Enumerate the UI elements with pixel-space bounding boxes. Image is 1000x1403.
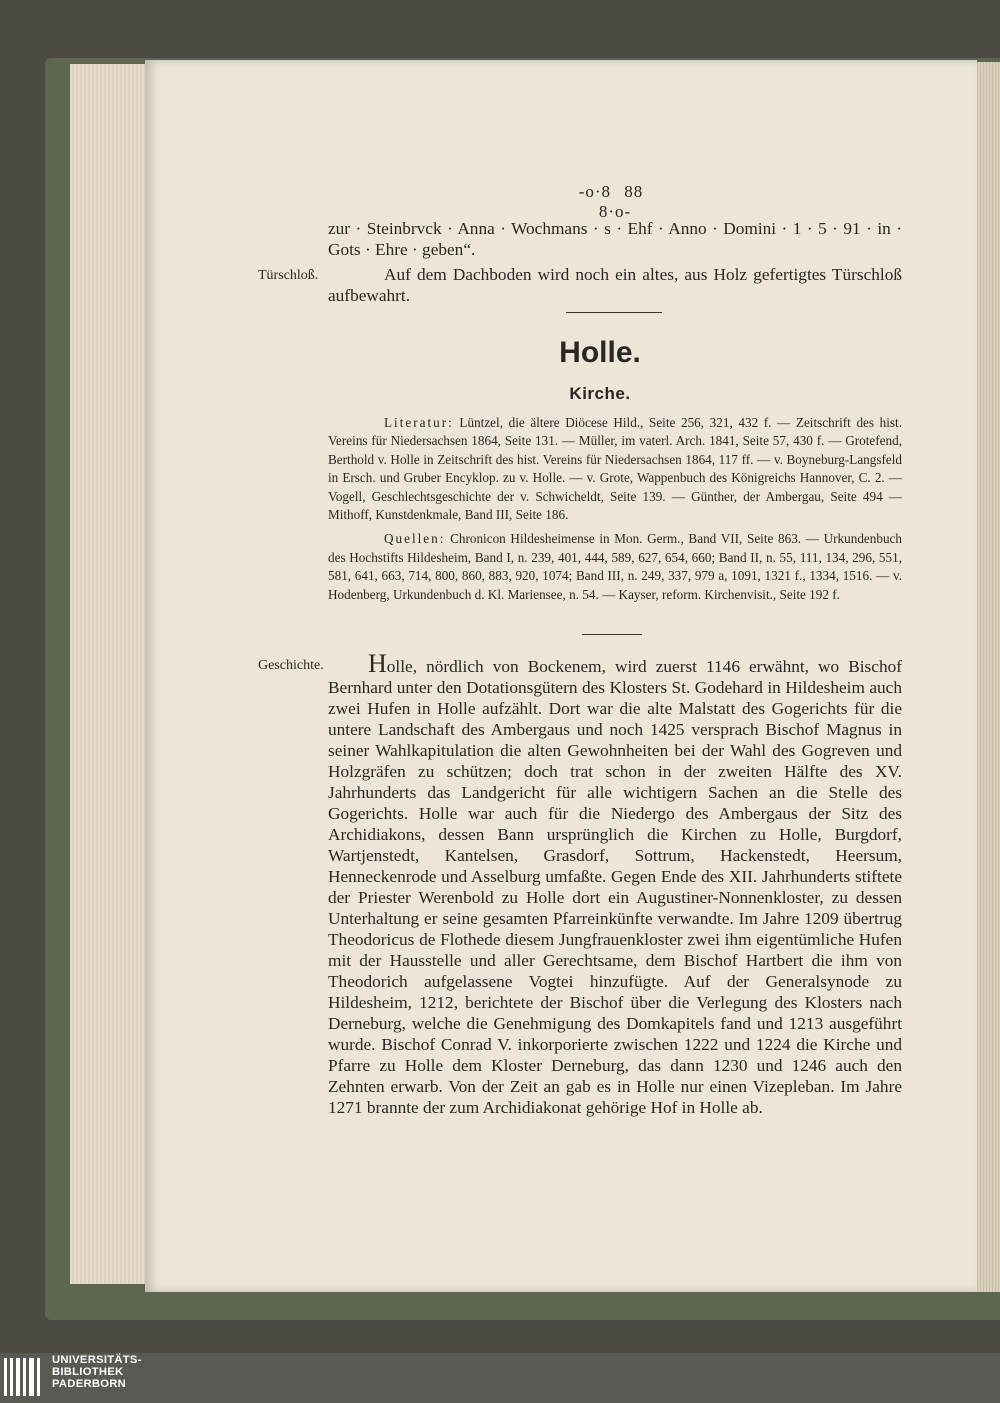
geschichte-text: olle, nördlich von Bockenem, wird zuerst 1146 erwähnt, wo Bischof Bernhard unter den Dotationsgütern des Klosters St. Godehard in Hildesheim auch zwei Hufen in Holle aufzählt. Dort war die alte Malstatt des Gogerichts für die untere Landschaft des Ambergaus und noch 1425 versprach Bischof Magnus in seiner Wahlkapitulation die alten Gewohnheiten bei der Wahl des Gogreven und Holzgräfen zu schützen; doch trat schon in der zweiten Hälfte des XV. Jahrhunderts das Landgericht für alle wichtigern Sachen an die Stelle des Gogerichts. Holle war auch für die Niedergo des Ambergaus der Sitz des Archidiakons, dessen Bann ursprünglich die Kirchen zu Holle, Burgdorf, Wartjenstedt, Kantelsen, Grasdorf, Sottrum, Hackenstedt, Heersum, Henneckenrode und Asselburg umfaßte. Gegen Ende des XII. Jahrhunderts stiftete der Priester Werenbold zu Holle dort ein Augustiner-Nonnenkloster, zu dessen Unterhaltung er seine gesamten Pfarreinkünfte verwandte. Im Jahre 1209 übertrug Theodoricus de Flothede diesem Jungfrauenkloster zwei ihm eigentümliche Hufen mit der Hausstelle und aller Gerechtsame, dem Bischof Hartbert die ihm von Theodorich aufgelassene Vogtei hinzufügte. Auf der Generalsynode zu Hildesheim, 1212, berichtete der Bischof über die Verlegung des Klosters nach Derneburg, welche die Genehmigung des Domkapitels fand und 1213 ausgeführt wurde. Bischof Conrad V. inkorporierte zwischen 1222 und 1224 die Kirche und Pfarre zu Holle dem Kloster Derneburg, das dann 1230 und 1246 auch den Zehnten erwarb. Von der Zeit an gab es in Holle nur einen Vizepleban. Im Jahre 1271 brannte der zum Archidiakonat gehörige Hof in Holle ab. xyxy=(328,657,902,1117)
geschichte-initial: H xyxy=(368,649,387,678)
logo-line-1: UNIVERSITÄTS- xyxy=(52,1354,142,1366)
library-footer xyxy=(0,1353,1000,1403)
library-logo-icon xyxy=(4,1358,44,1396)
literatur-text: Lüntzel, die ältere Diöcese Hild., Seite 256, 321, 432 f. — Zeitschrift des hist. Vereins für Niedersachsen 1864, Seite 131. — Müller, im vaterl. Arch. 1841, Seite 57, 430 f. — Grotefend, Berthold v. Holle in Zeitschrift des hist. Vereins für Niedersachsen 1864, 117 ff. — v. Boyneburg-Langsfeld in Ersch. und Gruber Encyklop. zu v. Holle. — v. Grote, Wappenbuch des Königreichs Hannover, C. 2. — Vogell, Geschlechtsgeschichte der v. Schwicheldt, Seite 139. — Günther, der Ambergau, Seite 494 — Mithoff, Kunstdenkmale, Band III, Seite 186. xyxy=(328,415,902,523)
margin-note-tuerschloss: Türschloß. xyxy=(258,268,319,283)
continuation-text: zur · Steinbrvck · Anna · Wochmans · s · Ehf · Anno · Domini · 1 · 5 · 91 · in · Gots · Ehre · geben“. xyxy=(328,219,902,260)
page-number-ornament-left: -o·8 xyxy=(578,182,612,201)
logo-line-2: BIBLIOTHEK xyxy=(52,1365,124,1378)
quellen-text: Chronicon Hildesheimense in Mon. Germ., Band VII, Seite 863. — Urkundenbuch des Hochstifts Hildesheim, Band I, n. 239, 401, 444, 589, 627, 654, 660; Band II, n. 55, 111, 134, 296, 551, 581, 641, 663, 714, 800, 860, 883, 920, 1074; Band III, n. 249, 337, 979 a, 1091, 1321 f., 1334, 1516. — v. Hodenberg, Urkundenbuch d. Kl. Mariensee, n. 54. — Kayser, reform. Kirchenvisit., Seite 192 f. xyxy=(328,531,902,602)
literatur-label: Literatur: xyxy=(384,415,454,430)
literatur-paragraph xyxy=(328,414,902,524)
section-subtitle: Kirche. xyxy=(569,384,631,403)
quellen-paragraph xyxy=(328,530,902,604)
bibliography xyxy=(328,414,902,610)
page-number-ornament-right: 8·o- xyxy=(598,202,632,221)
right-page-edges xyxy=(975,62,1000,1292)
page-edges xyxy=(70,64,152,1284)
geschichte-paragraph xyxy=(328,649,902,1118)
library-logo-text xyxy=(52,1355,142,1390)
tuerschloss-paragraph: Auf dem Dachboden wird noch ein altes, aus Holz gefertigtes Türschloß aufbewahrt. xyxy=(328,265,902,306)
section-title: Holle. xyxy=(559,336,641,369)
section-divider xyxy=(566,312,662,313)
quellen-label: Quellen: xyxy=(384,531,446,547)
margin-note-geschichte: Geschichte. xyxy=(258,658,324,673)
bibliography-divider xyxy=(582,634,642,635)
logo-line-3: PADERBORN xyxy=(52,1377,126,1390)
page-number-value: 88 xyxy=(624,182,644,201)
page-number xyxy=(560,182,670,222)
